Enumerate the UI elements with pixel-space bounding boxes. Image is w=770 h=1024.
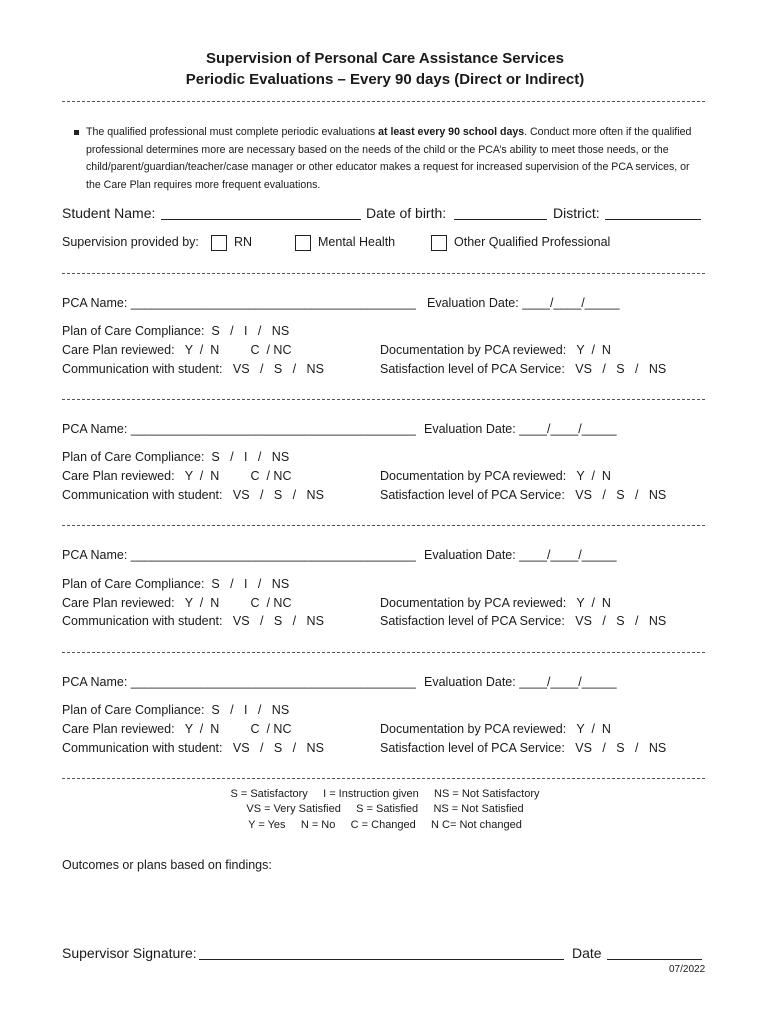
district-label: District:	[553, 205, 600, 221]
divider	[62, 399, 705, 400]
signature-date-field[interactable]	[607, 959, 702, 960]
date-of-birth-field[interactable]	[454, 219, 547, 220]
communication-with-student: Communication with student: VS / S / NS	[62, 614, 324, 628]
satisfaction-level: Satisfaction level of PCA Service: VS / S / NS	[380, 741, 667, 755]
plan-of-care-compliance: Plan of Care Compliance: S / I / NS	[62, 450, 290, 464]
instructions-text-cont: . Conduct more often if the qualified professional determines more are necessary based on the needs of the child or the PCA’s ability to meet those needs, or the child/parent/guardian/teacher/case manager or other educator makes a request for increased supervision of the PCA services, or the Care Plan requires more frequent evaluations.	[86, 126, 692, 191]
evaluation-date-field[interactable]: Evaluation Date: ____/____/_____	[424, 675, 617, 689]
satisfaction-level: Satisfaction level of PCA Service: VS / S / NS	[380, 488, 667, 502]
other-professional-checkbox[interactable]	[431, 235, 447, 251]
care-plan-reviewed: Care Plan reviewed: Y / N C / NC	[62, 343, 292, 357]
outcomes-label: Outcomes or plans based on findings:	[62, 858, 272, 872]
divider	[62, 273, 705, 274]
mental-health-checkbox[interactable]	[295, 235, 311, 251]
bullet-icon	[74, 130, 79, 135]
satisfaction-level: Satisfaction level of PCA Service: VS / S / NS	[380, 362, 667, 376]
pca-name-field[interactable]: PCA Name: _________________________________________	[62, 422, 416, 436]
other-professional-option-label: Other Qualified Professional	[454, 235, 611, 249]
rn-option-label: RN	[234, 235, 253, 249]
student-name-label: Student Name:	[62, 205, 156, 221]
legend-satisfactory: S = Satisfactory I = Instruction given NS = Not Satisfactory	[230, 788, 540, 800]
evaluation-date-field[interactable]: Evaluation Date: ____/____/_____	[424, 422, 617, 436]
care-plan-reviewed: Care Plan reviewed: Y / N C / NC	[62, 469, 292, 483]
mental-health-option-label: Mental Health	[318, 235, 396, 249]
instructions-paragraph	[86, 124, 706, 194]
district-field[interactable]	[605, 219, 701, 220]
documentation-reviewed: Documentation by PCA reviewed: Y / N	[380, 469, 611, 483]
care-plan-reviewed: Care Plan reviewed: Y / N C / NC	[62, 596, 292, 610]
supervisor-signature-field[interactable]	[199, 959, 564, 960]
documentation-reviewed: Documentation by PCA reviewed: Y / N	[380, 596, 611, 610]
supervisor-signature-label: Supervisor Signature:	[62, 945, 197, 961]
signature-date-label: Date	[572, 945, 602, 961]
documentation-reviewed: Documentation by PCA reviewed: Y / N	[380, 343, 611, 357]
evaluation-date-field[interactable]: Evaluation Date: ____/____/_____	[424, 548, 617, 562]
care-plan-reviewed: Care Plan reviewed: Y / N C / NC	[62, 722, 292, 736]
pca-name-field[interactable]: PCA Name: _________________________________________	[62, 296, 416, 310]
divider	[62, 101, 705, 102]
rn-checkbox[interactable]	[211, 235, 227, 251]
communication-with-student: Communication with student: VS / S / NS	[62, 488, 324, 502]
divider	[62, 525, 705, 526]
plan-of-care-compliance: Plan of Care Compliance: S / I / NS	[62, 703, 290, 717]
divider	[62, 778, 705, 779]
revision-date: 07/2022	[669, 964, 706, 975]
divider	[62, 652, 705, 653]
supervision-label: Supervision provided by:	[62, 235, 199, 249]
plan-of-care-compliance: Plan of Care Compliance: S / I / NS	[62, 324, 290, 338]
pca-name-field[interactable]: PCA Name: _________________________________________	[62, 675, 416, 689]
communication-with-student: Communication with student: VS / S / NS	[62, 362, 324, 376]
satisfaction-level: Satisfaction level of PCA Service: VS / S / NS	[380, 614, 667, 628]
instructions-text: The qualified professional must complete periodic evaluations	[86, 126, 379, 138]
form-subtitle: Periodic Evaluations – Every 90 days (Direct or Indirect)	[185, 71, 585, 88]
plan-of-care-compliance: Plan of Care Compliance: S / I / NS	[62, 577, 290, 591]
instructions-emphasis: at least every 90 school days	[378, 126, 525, 138]
evaluation-date-field[interactable]: Evaluation Date: ____/____/_____	[427, 296, 620, 310]
communication-with-student: Communication with student: VS / S / NS	[62, 741, 324, 755]
legend-satisfied: VS = Very Satisfied S = Satisfied NS = Not Satisfied	[246, 803, 524, 815]
date-of-birth-label: Date of birth:	[366, 205, 447, 221]
student-name-field[interactable]	[161, 219, 361, 220]
documentation-reviewed: Documentation by PCA reviewed: Y / N	[380, 722, 611, 736]
pca-name-field[interactable]: PCA Name: _________________________________________	[62, 548, 416, 562]
form-title: Supervision of Personal Care Assistance Services	[206, 50, 564, 67]
legend-changed: Y = Yes N = No C = Changed N C= Not changed	[248, 819, 522, 831]
